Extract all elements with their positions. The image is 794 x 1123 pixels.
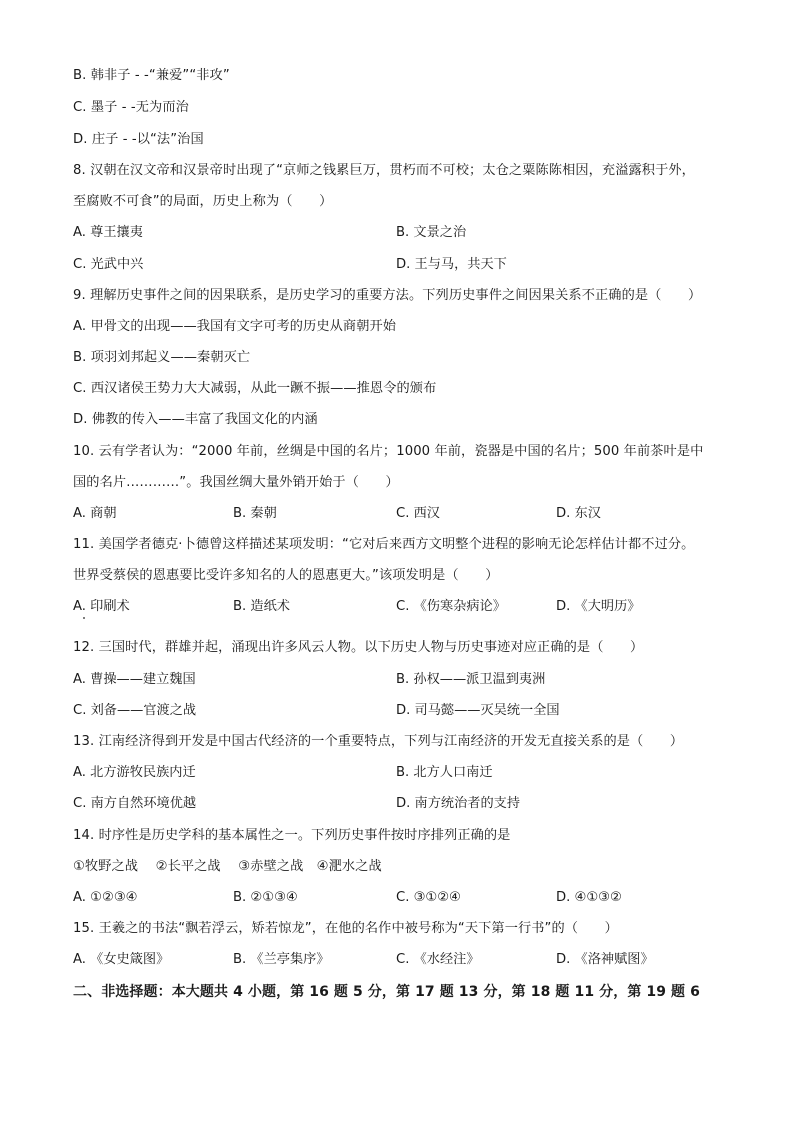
q10-stem-line1: 10. 云有学者认为：“2000 年前，丝绸是中国的名片；1000 年前，瓷器是中国的名片；500 年前茶叶是中 bbox=[73, 444, 704, 459]
q11-option-d: D. 《大明历》 bbox=[556, 599, 641, 614]
q7-option-d: D. 庄子 - -以“法”治国 bbox=[73, 132, 204, 147]
q9-option-c: C. 西汉诸侯王势力大大减弱，从此一蹶不振——推恩令的颁布 bbox=[73, 381, 437, 396]
q15-option-d: D. 《洛神赋图》 bbox=[556, 952, 654, 967]
q15-option-a: A. 《女史箴图》 bbox=[73, 952, 170, 967]
q8-option-b: B. 文景之治 bbox=[396, 225, 467, 240]
q11-option-a: A. 印刷术 bbox=[73, 599, 130, 614]
q15-stem: 15. 王羲之的书法“飘若浮云，矫若惊龙”，在他的名作中被号称为“天下第一行书”的（ ） bbox=[73, 921, 618, 936]
q15-option-c: C. 《水经注》 bbox=[396, 952, 480, 967]
q10-option-c: C. 西汉 bbox=[396, 506, 440, 521]
q8-stem-line1: 8. 汉朝在汉文帝和汉景帝时出现了“京师之钱累巨万，贯朽而不可校；太仓之粟陈陈相因，充溢露积于外， bbox=[73, 163, 695, 178]
q13-option-b: B. 北方人口南迁 bbox=[396, 765, 493, 780]
q8-option-c: C. 光武中兴 bbox=[73, 257, 144, 272]
q9-option-a: A. 甲骨文的出现——我国有文字可考的历史从商朝开始 bbox=[73, 319, 397, 334]
q12-stem: 12. 三国时代，群雄并起，涌现出许多风云人物。以下历史人物与历史事迹对应正确的是（ ） bbox=[73, 640, 644, 655]
q9-stem: 9. 理解历史事件之间的因果联系，是历史学习的重要方法。下列历史事件之间因果关系不正确的是（ ） bbox=[73, 288, 702, 303]
q11-option-c: C. 《伤寒杂病论》 bbox=[396, 599, 506, 614]
q13-option-a: A. 北方游牧民族内迁 bbox=[73, 765, 196, 780]
q7-option-b: B. 韩非子 - -“兼爱”“非攻” bbox=[73, 68, 230, 83]
q10-stem-line2: 国的名片…………”。我国丝绸大量外销开始于（ ） bbox=[73, 475, 399, 490]
q14-option-c: C. ③①②④ bbox=[396, 890, 461, 905]
q14-option-d: D. ④①③② bbox=[556, 890, 622, 905]
q10-option-a: A. 商朝 bbox=[73, 506, 117, 521]
q7-option-c: C. 墨子 - -无为而治 bbox=[73, 100, 189, 115]
q14-option-b: B. ②①③④ bbox=[233, 890, 298, 905]
q12-option-b: B. 孙权——派卫温到夷洲 bbox=[396, 672, 546, 687]
q9-option-b: B. 项羽刘邦起义——秦朝灭亡 bbox=[73, 350, 251, 365]
q13-option-d: D. 南方统治者的支持 bbox=[396, 796, 521, 811]
q11-stem-line1: 11. 美国学者德克·卜德曾这样描述某项发明：“它对后来西方文明整个进程的影响无论怎样估计都不过分。 bbox=[73, 537, 695, 552]
section-2-heading: 二、非选择题：本大题共 4 小题，第 16 题 5 分，第 17 题 13 分，第 18 题 11 分，第 19 题 6 bbox=[73, 984, 700, 1000]
stray-dot-mark bbox=[83, 617, 85, 619]
q11-option-b: B. 造纸术 bbox=[233, 599, 290, 614]
q11-stem-line2: 世界受蔡侯的恩惠要比受许多知名的人的恩惠更大。”该项发明是（ ） bbox=[73, 568, 499, 583]
q10-option-d: D. 东汉 bbox=[556, 506, 601, 521]
q10-option-b: B. 秦朝 bbox=[233, 506, 277, 521]
q9-option-d: D. 佛教的传入——丰富了我国文化的内涵 bbox=[73, 412, 318, 427]
q8-stem-line2: 至腐败不可食”的局面，历史上称为（ ） bbox=[73, 194, 333, 209]
q12-option-a: A. 曹操——建立魏国 bbox=[73, 672, 196, 687]
q12-option-c: C. 刘备——官渡之战 bbox=[73, 703, 197, 718]
q14-option-a: A. ①②③④ bbox=[73, 890, 138, 905]
q15-option-b: B. 《兰亭集序》 bbox=[233, 952, 330, 967]
q13-stem: 13. 江南经济得到开发是中国古代经济的一个重要特点，下列与江南经济的开发无直接关系的是（ ） bbox=[73, 734, 684, 749]
q14-stem: 14. 时序性是历史学科的基本属性之一。下列历史事件按时序排列正确的是 bbox=[73, 828, 511, 843]
q14-events: ①牧野之战 ②长平之战 ③赤壁之战 ④淝水之战 bbox=[73, 859, 382, 874]
q8-option-d: D. 王与马，共天下 bbox=[396, 257, 507, 272]
q12-option-d: D. 司马懿——灭吴统一全国 bbox=[396, 703, 560, 718]
q8-option-a: A. 尊王攘夷 bbox=[73, 225, 143, 240]
q13-option-c: C. 南方自然环境优越 bbox=[73, 796, 197, 811]
